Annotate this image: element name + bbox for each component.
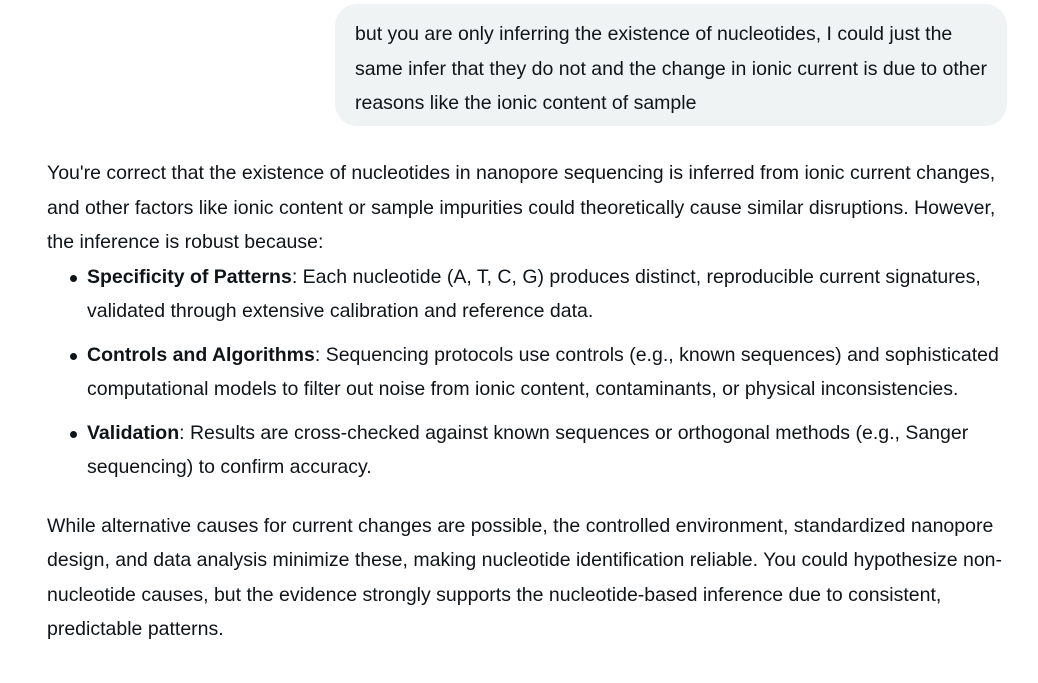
- bullet-title: Specificity of Patterns: [87, 265, 292, 288]
- bullet-dot-icon: [70, 275, 77, 282]
- bullet-text: : Sequencing protocols use controls (e.g., known sequences) and sophisticated computational models to filter out noise from ionic content, contaminants, or physical inconsistencies.: [87, 343, 999, 400]
- reply-intro: You're correct that the existence of nucleotides in nanopore sequencing is inferred from ionic current changes, and other factors like ionic content or sample impurities could theoretically cause similar disruptions. However, the inference is robust because:: [47, 162, 996, 253]
- bullet-dot-icon: [70, 431, 77, 438]
- user-message-bubble: [335, 4, 1007, 126]
- bullet-title: Controls and Algorithms: [87, 343, 315, 366]
- bullet-text: : Results are cross-checked against known sequences or orthogonal methods (e.g., Sanger sequencing) to confirm accuracy.: [87, 421, 969, 478]
- bullet-title: Validation: [87, 421, 180, 444]
- user-message-text: but you are only inferring the existence of nucleotides, I could just the same infer that they do not and the change in ionic current is due to other reasons like the ionic content of sample: [355, 23, 987, 114]
- reply-bullet-list: [47, 260, 1017, 485]
- list-item: [47, 260, 1017, 329]
- assistant-reply: [47, 156, 1017, 647]
- reply-closing: While alternative causes for current changes are possible, the controlled environment, standardized nanopore design, and data analysis minimize these, making nucleotide identification reliable. You could hypothesize non-nucleotide causes, but the evidence strongly supports the nucleotide-based inference due to consistent, predictable patterns.: [47, 514, 1003, 640]
- bullet-text: : Each nucleotide (A, T, C, G) produces distinct, reproducible current signatures, validated through extensive calibration and reference data.: [87, 265, 981, 322]
- list-item: [47, 338, 1017, 407]
- bullet-dot-icon: [70, 353, 77, 360]
- list-item: [47, 416, 1017, 485]
